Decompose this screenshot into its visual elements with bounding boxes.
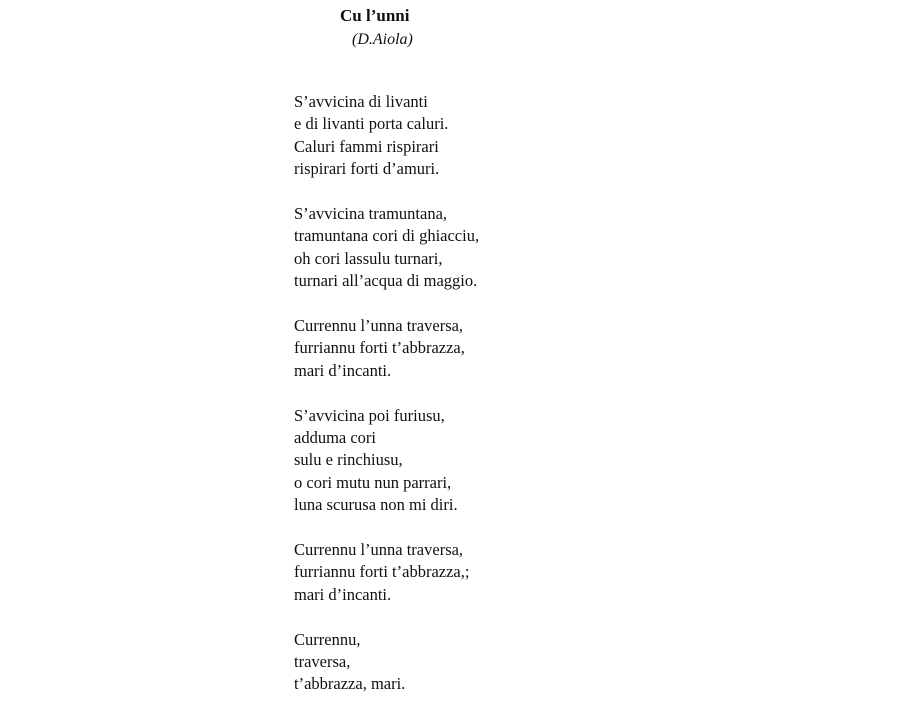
poem-line: tramuntana cori di ghiacciu, xyxy=(294,226,480,246)
poem-line: luna scurusa non mi diri. xyxy=(294,495,458,515)
poem-line: o cori mutu nun parrari, xyxy=(294,472,452,492)
poem-line: adduma cori xyxy=(294,428,377,448)
poem-line: S’avvicina di livanti xyxy=(294,92,428,111)
poem-line: Caluri fammi rispirari xyxy=(294,136,439,156)
poem-author: (D.Aiola) xyxy=(352,31,413,48)
poem-line: traversa, xyxy=(294,652,351,672)
stanza-4 xyxy=(294,405,479,517)
poem-line: Currennu l’unna traversa, xyxy=(294,540,464,560)
poem-line: Currennu, xyxy=(294,629,361,649)
poem-line: rispirari forti d’amuri. xyxy=(294,159,440,179)
poem-line: sulu e rinchiusu, xyxy=(294,450,403,470)
poem-line: mari d’incanti. xyxy=(294,584,392,604)
poem-line: oh cori lassulu turnari, xyxy=(294,248,443,268)
poem-line: S’avvicina tramuntana, xyxy=(294,204,448,224)
poem-line: furriannu forti t’abbrazza,; xyxy=(294,562,470,582)
poem-line: turnari all’acqua di maggio. xyxy=(294,271,478,291)
stanza-1 xyxy=(294,91,479,181)
poem-title: Cu l’unni xyxy=(340,6,410,25)
poem-line: S’avvicina poi furiusu, xyxy=(294,405,445,425)
stanza-5 xyxy=(294,539,479,606)
stanza-3 xyxy=(294,315,479,382)
poem-line: e di livanti porta caluri. xyxy=(294,114,449,134)
poem-line: t’abbrazza, mari. xyxy=(294,674,406,694)
poem-line: furriannu forti t’abbrazza, xyxy=(294,338,465,358)
poem-line: mari d’incanti. xyxy=(294,360,392,380)
stanza-6 xyxy=(294,629,479,696)
poem-line: Currennu l’unna traversa, xyxy=(294,316,464,336)
poem-body xyxy=(294,91,479,718)
stanza-2 xyxy=(294,203,479,293)
